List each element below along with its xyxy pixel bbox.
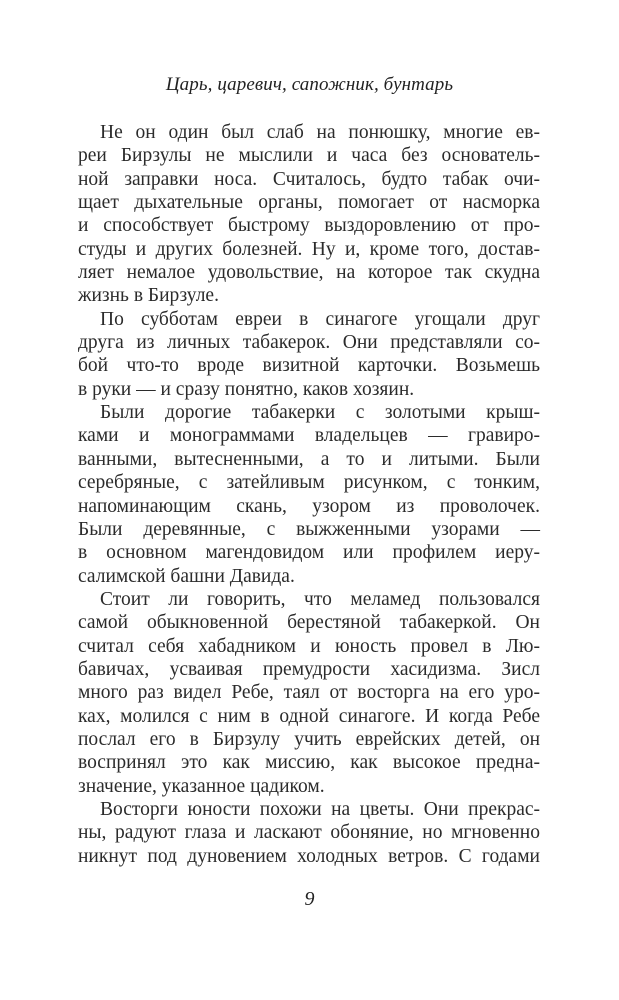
text-line: значение, указанное цадиком. xyxy=(78,775,325,797)
text-line: ками и монограммами владельцев — гравиро- xyxy=(78,425,540,447)
text-line: никнут под дуновением холодных ветров. С годами xyxy=(78,845,540,867)
running-head-title: Царь, царевич, сапожник, бунтарь xyxy=(165,74,454,95)
body-text xyxy=(78,121,540,868)
paragraph xyxy=(78,121,540,308)
text-line: напоминающим скань, узором из проволочек. xyxy=(78,495,540,517)
paragraph xyxy=(78,401,540,588)
text-line: считал себя хабадником и юность провел в Лю- xyxy=(78,635,540,657)
text-line: и способствует быстрому выздоровлению от про- xyxy=(78,215,540,237)
paragraph xyxy=(78,798,540,868)
text-line: ной заправки носа. Считалось, будто табак очи- xyxy=(78,168,540,190)
text-line: По субботам евреи в синагоге угощали друг xyxy=(100,308,540,330)
page-number: 9 xyxy=(304,888,315,910)
paragraph xyxy=(78,308,540,401)
text-line: воспринял это как миссию, как высокое предна- xyxy=(78,752,540,774)
text-line: Стоит ли говорить, что меламед пользовался xyxy=(100,588,540,610)
text-line: серебряные, с затейливым рисунком, с тонким, xyxy=(78,472,540,494)
text-line: друга из личных табакерок. Они представляли со- xyxy=(78,332,540,354)
paragraph xyxy=(78,588,540,798)
text-line: самой обыкновенной берестяной табакеркой. Он xyxy=(78,612,540,634)
text-line: бой что-то вроде визитной карточки. Возьмешь xyxy=(78,355,540,377)
text-line: ляет немалое удовольствие, на которое так скудна xyxy=(78,262,540,284)
text-line: послал его в Бирзулу учить еврейских детей, он xyxy=(78,728,540,750)
text-line: жизнь в Бирзуле. xyxy=(78,285,219,307)
text-line: щает дыхательные органы, помогает от насморка xyxy=(78,192,540,214)
text-line: Восторги юности похожи на цветы. Они прекрас- xyxy=(100,798,540,820)
text-line: студы и других болезней. Ну и, кроме того, достав- xyxy=(78,238,540,260)
text-line: Были дорогие табакерки с золотыми крыш- xyxy=(100,402,540,424)
text-line: ванными, вытесненными, а то и литыми. Были xyxy=(78,448,540,470)
text-line: Были деревянные, с выжженными узорами — xyxy=(78,518,540,540)
text-line: в руки — и сразу понятно, каков хозяин. xyxy=(78,378,415,400)
text-line: много раз видел Ребе, таял от восторга на его уро- xyxy=(78,682,540,704)
text-line: в основном магендовидом или профилем иеру- xyxy=(78,542,540,564)
text-line: салимской башни Давида. xyxy=(78,565,295,587)
text-line: ках, молился с ним в одной синагоге. И когда Ребе xyxy=(78,705,540,727)
text-line: реи Бирзулы не мыслили и часа без основатель- xyxy=(78,145,540,167)
text-line: ны, радуют глаза и ласкают обоняние, но мгновенно xyxy=(78,822,540,844)
text-line: Не он один был слаб на понюшку, многие ев- xyxy=(100,122,540,143)
text-line: бавичах, усваивая премудрости хасидизма. Зисл xyxy=(78,658,540,680)
